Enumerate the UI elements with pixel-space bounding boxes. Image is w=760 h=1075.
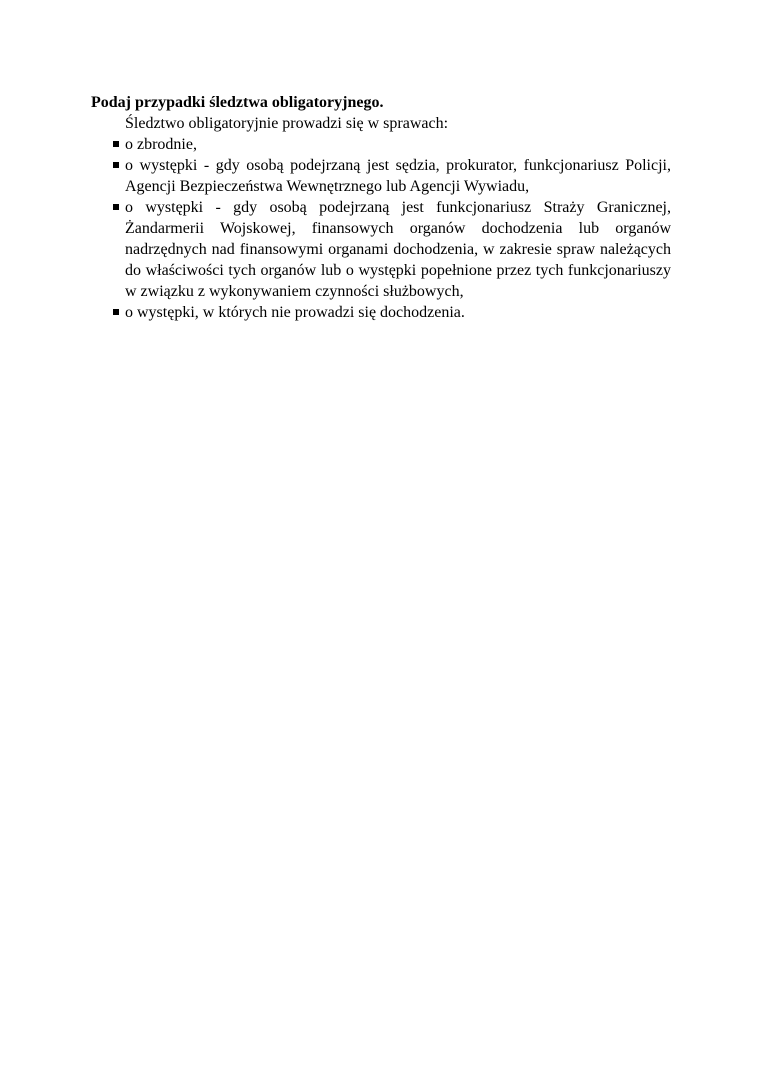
- list-item-text: o występki, w których nie prowadzi się dochodzenia.: [125, 304, 465, 321]
- list-item: [125, 134, 671, 155]
- list-item-text: o występki - gdy osobą podejrzaną jest funkcjonariusz Straży Granicznej, Żandarmerii Wojskowej, finansowych organów dochodzenia lub organów nadrzędnych nad finansowymi organami dochodzenia, w zakresie spraw należących do właściwości tych organów lub o występki popełnione przez tych funkcjonariuszy w związku z wykonywaniem czynności służbowych,: [125, 199, 671, 300]
- square-bullet-icon: [113, 309, 119, 315]
- list-item: [125, 197, 671, 302]
- square-bullet-icon: [113, 162, 119, 168]
- square-bullet-icon: [113, 141, 119, 147]
- document-content: [91, 92, 671, 323]
- list-item: [125, 302, 671, 323]
- question-heading: Podaj przypadki śledztwa obligatoryjnego.: [91, 94, 384, 111]
- list-item: [125, 155, 671, 197]
- square-bullet-icon: [113, 204, 119, 210]
- case-list: [91, 134, 671, 323]
- list-item-text: o zbrodnie,: [125, 136, 197, 153]
- answer-intro: Śledztwo obligatoryjnie prowadzi się w sprawach:: [125, 115, 449, 132]
- list-item-text: o występki - gdy osobą podejrzaną jest sędzia, prokurator, funkcjonariusz Policji, Agencji Bezpieczeństwa Wewnętrznego lub Agencji Wywiadu,: [125, 157, 671, 195]
